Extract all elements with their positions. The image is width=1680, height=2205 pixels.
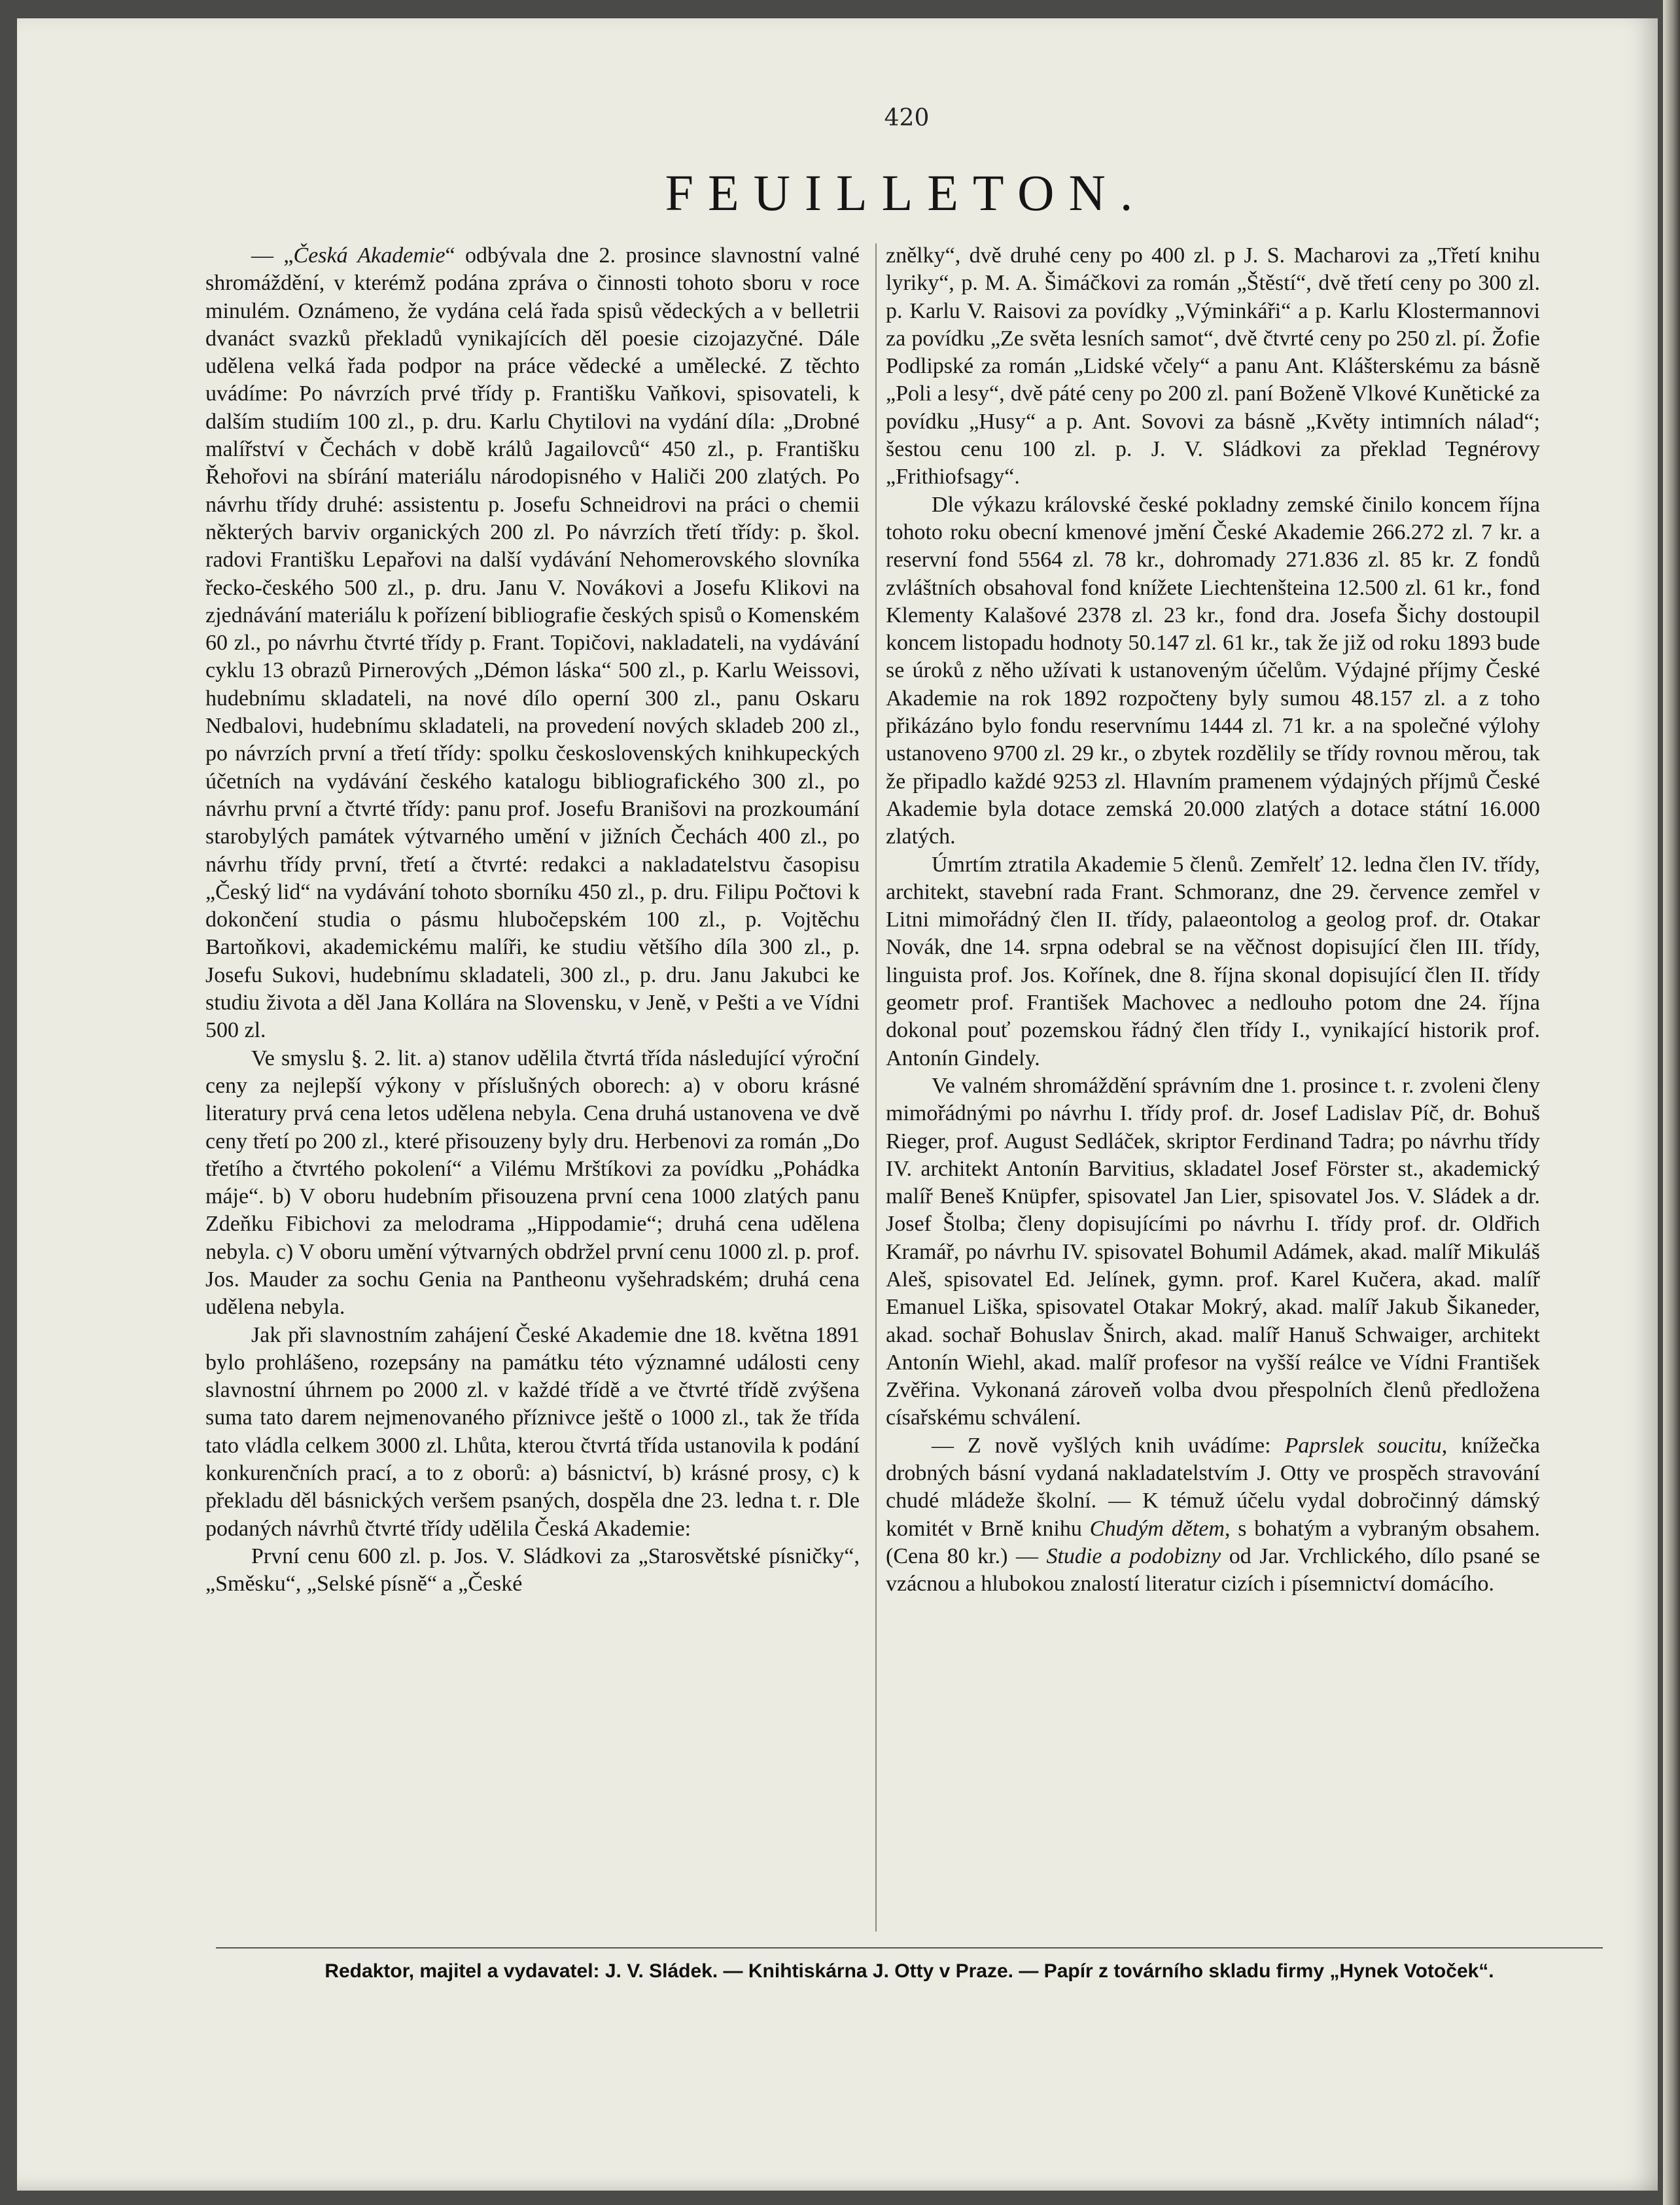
left-paragraph-4: První cenu 600 zl. p. Jos. V. Sládkovi za „Starosvětské písničky“, „Směsku“, „Selské písně“ a „České	[205, 1544, 860, 1596]
right-paragraph-4: Ve valném shromáždění správním dne 1. prosince t. r. zvoleni členy mimořádnými po návrhu I. třídy prof. dr. Josef Ladislav Píč, dr. Bohuš Rieger, prof. August Sedláček, skriptor Ferdinand Tadra; po návrhu třídy IV. architekt Antonín Barvitius, skladatel Josef Förster st., akademický malíř Beneš Knüpfer, spisovatel Jan Lier, spisovatel Jos. V. Sládek a dr. Josef Štolba; členy dopisujícími po návrhu I. třídy prof. dr. Oldřich Kramář, po návrhu IV. spisovatel Bohumil Adámek, akad. malíř Mikuláš Aleš, spisovatel Ed. Jelínek, gymn. prof. Karel Kučera, akad. malíř Emanuel Liška, spisovatel Otakar Mokrý, akad. malíř Jakub Šikaneder, akad. sochař Bohuslav Šnirch, akad. malíř Hanuš Schwaiger, architekt Antonín Wiehl, akad. malíř profesor na vyšší reálce ve Vídni František Zvěřina. Vykonaná zároveň volba dvou přespolních členů předložena císařskému schválení.	[886, 1073, 1540, 1430]
right-column	[886, 242, 1540, 1598]
right-paragraph-1: znělky“, dvě druhé ceny po 400 zl. p J. S. Macharovi za „Třetí knihu lyriky“, p. M. A. Šimáčkovi za román „Štěstí“, dvě třetí ceny po 300 zl. p. Karlu V. Raisovi za povídky „Výminkáři“ a p. Karlu Klostermannovi za povídku „Ze světa lesních samot“, dvě čtvrté ceny po 250 zl. pí. Žofie Podlipské za román „Lidské včely“ a panu Ant. Klášterskému za básně „Poli a lesy“, dvě páté ceny po 200 zl. paní Boženě Vlkové Kunětické za povídku „Husy“ a p. Ant. Sovovi za básně „Květy intimních nálad“; šestou cenu 100 zl. p. J. V. Sládkovi za překlad Tegnérovy „Frithiofsagy“.	[886, 243, 1540, 489]
new-books-text-1: , knížečka drobných básní vydaná nakladatelstvím J. Otty ve prospěch stravování chudé mládeže školní. — K témuž účelu vydal dobročinný dámský komitét v Brně knihu	[886, 1433, 1540, 1541]
left-paragraph-1	[205, 242, 860, 1045]
right-paragraph-3: Úmrtím ztratila Akademie 5 členů. Zemřelť 12. ledna člen IV. třídy, architekt, stavební rada Frant. Schmoranz, dne 29. července zemřel v Litni mimořádný člen II. třídy, palaeontolog a geolog prof. dr. Otakar Novák, dne 14. srpna odebral se na věčnost dopisující člen III. třídy, linguista prof. Jos. Kořínek, dne 8. října skonal dopisující člen II. třídy geometr prof. František Machovec a nedlouho potom dne 24. října dokonal pouť pozemskou řádný člen třídy I., vynikající historik prof. Antonín Gindely.	[886, 852, 1540, 1070]
lead-dash: — „	[251, 243, 294, 268]
column-divider	[875, 243, 877, 1932]
left-paragraph-1-text: “ odbývala dne 2. prosince slavnostní valné shromáždění, v kterémž podána zpráva o činnosti tohoto sboru v roce minulém. Oznámeno, že vydána celá řada spisů vědeckých a v belletrii dvanáct svazků překladů vynikajících děl poesie cizojazyčné. Dále udělena velká řada podpor na práce vědecké a umělecké. Z těchto uvádíme: Po návrzích prvé třídy p. Františku Vaňkovi, spisovateli, k dalším studiím 100 zl., p. dru. Karlu Chytilovi na vydání díla: „Drobné malířství v Čechách v době králů Jagailovců“ 450 zl., p. Františku Řehořovi na sbírání materiálu národopisného v Haliči 200 zlatých. Po návrhu třídy druhé: assistentu p. Josefu Schneidrovi na práci o chemii některých barviv organických 200 zl. Po návrzích třetí třídy: p. škol. radovi Františku Lepařovi na další vydávání Nehomerovského slovníka řecko-českého 500 zl., p. dru. Janu V. Novákovi a Josefu Klikovi na zjednávání materiálu k pořízení bibliografie českých spisů o Komenském 60 zl., po návrhu čtvrté třídy p. Frant. Topičovi, nakladateli, na vydávání cyklu 13 obrazů Pirnerových „Démon láska“ 500 zl., p. Karlu Weissovi, hudebnímu skladateli, na nové dílo operní 300 zl., panu Oskaru Nedbalovi, hudebnímu skladateli, na provedení nových skladeb 200 zl., po návrzích první a třetí třídy: spolku československých knihkupeckých účetních na vydávání českého katalogu bibliografického 300 zl., po návrhu první a čtvrté třídy: panu prof. Josefu Branišovi na prozkoumání starobylých památek výtvarného umění v jižních Čechách 400 zl., po návrhu třídy první, třetí a čtvrté: redakci a nakladatelstvu časopisu „Český lid“ na vydávání tohoto sborníku 450 zl., p. dru. Filipu Počtovi k dokončení studia o pásmu hlubočepském 100 zl., p. Vojtěchu Bartoňkovi, akademickému malíři, ke studiu většího díla 300 zl., p. Josefu Sukovi, hudebnímu skladateli, 300 zl., p. dru. Janu Jakubci ke studiu života a děl Jana Kollára na Slovensku, v Jeně, v Pešti a ve Vídni 500 zl.	[205, 243, 860, 1043]
left-column	[205, 242, 860, 1598]
page-number: 420	[884, 105, 930, 132]
footer-rule	[216, 1947, 1603, 1949]
right-paragraph-2: Dle výkazu královské české pokladny zemské činilo koncem října tohoto roku obecní kmenové jmění České Akademie 266.272 zl. 7 kr. a reservní fond 5564 zl. 78 kr., dohromady 271.836 zl. 85 kr. Z fondů zvláštních obsahoval fond knížete Liechtenšteina 12.500 zl. 61 kr., fond Klementy Kalašové 2378 zl. 23 kr., fond dra. Josefa Šichy dostoupil koncem listopadu hodnoty 50.147 zl. 61 kr., tak že již od roku 1893 bude se úroků z něho užívati k ustanoveným účelům. Výdajné příjmy České Akademie na rok 1892 rozpočteny byly sumou 48.157 zl. a z toho přikázáno bylo fondu reservnímu 1444 zl. 71 kr. a na společné výlohy ustanoveno 9700 zl. 29 kr., o zbytek rozdělily se třídy rovnou měrou, tak že připadlo každé 9253 zl. Hlavním pramenem výdajných příjmů České Akademie byla dotace zemská 20.000 zlatých a dotace státní 16.000 zlatých.	[886, 492, 1540, 849]
right-paragraph-5	[886, 1432, 1540, 1598]
left-paragraph-3: Jak při slavnostním zahájení České Akademie dne 18. května 1891 bylo prohlášeno, rozepsány na památku této významné události ceny slavnostní úhrnem po 2000 zl. v každé třídě a ve čtvrté třídě zvýšena suma tato darem nejmenovaného příznivce ještě o 1000 zl., tak že třída tato vládla celkem 3000 zl. Lhůta, kterou čtvrtá třída ustanovila k podání konkurenčních prací, a to z oborů: a) básnictví, b) krásné prosy, c) k překladu děl básnických veršem psaných, dospěla dne 23. ledna t. r. Dle podaných návrhů čtvrté třídy udělila Česká Akademie:	[205, 1322, 860, 1541]
new-books-text-2: , s bohatým a vybraným obsahem. (Cena 80 kr.) —	[886, 1516, 1540, 1568]
book-title-studie: Studie a podobizny	[1046, 1544, 1221, 1568]
imprint-line: Redaktor, majitel a vydavatel: J. V. Sládek. — Knihtiskárna J. Otty v Praze. — Papír z továrního skladu firmy „Hynek Votoček“.	[324, 1960, 1494, 1982]
book-title-chudym-detem: Chudým dětem	[1089, 1516, 1225, 1541]
page-edge	[1663, 0, 1680, 2205]
new-books-intro: — Z nově vyšlých knih uvádíme:	[932, 1433, 1285, 1458]
academy-name: Česká Akademie	[293, 243, 446, 268]
section-heading: FEUILLETON.	[665, 164, 1147, 221]
book-title-paprslek: Paprslek soucitu	[1284, 1433, 1442, 1458]
new-books-text-3: od Jar. Vrchlického, dílo psané se vzácnou a hlubokou znalostí literatur cizích i písemnictví domácího.	[886, 1544, 1540, 1596]
left-paragraph-2: Ve smyslu §. 2. lit. a) stanov udělila čtvrtá třída následující výroční ceny za nejlepší výkony v příslušných oborech: a) v oboru krásné literatury prvá cena letos udělena nebyla. Cena druhá ustanovena ve dvě ceny třetí po 200 zl., které přisouzeny byly dru. Herbenovi za román „Do třetího a čtvrtého pokolení“ a Vilému Mrštíkovi za povídku „Pohádka máje“. b) V oboru hudebním přisouzena první cena 1000 zlatých panu Zdeňku Fibichovi za melodrama „Hippodamie“; druhá cena udělena nebyla. c) V oboru umění výtvarných obdržel první cenu 1000 zl. p. prof. Jos. Mauder za sochu Genia na Pantheonu vyšehradském; druhá cena udělena nebyla.	[205, 1046, 860, 1320]
